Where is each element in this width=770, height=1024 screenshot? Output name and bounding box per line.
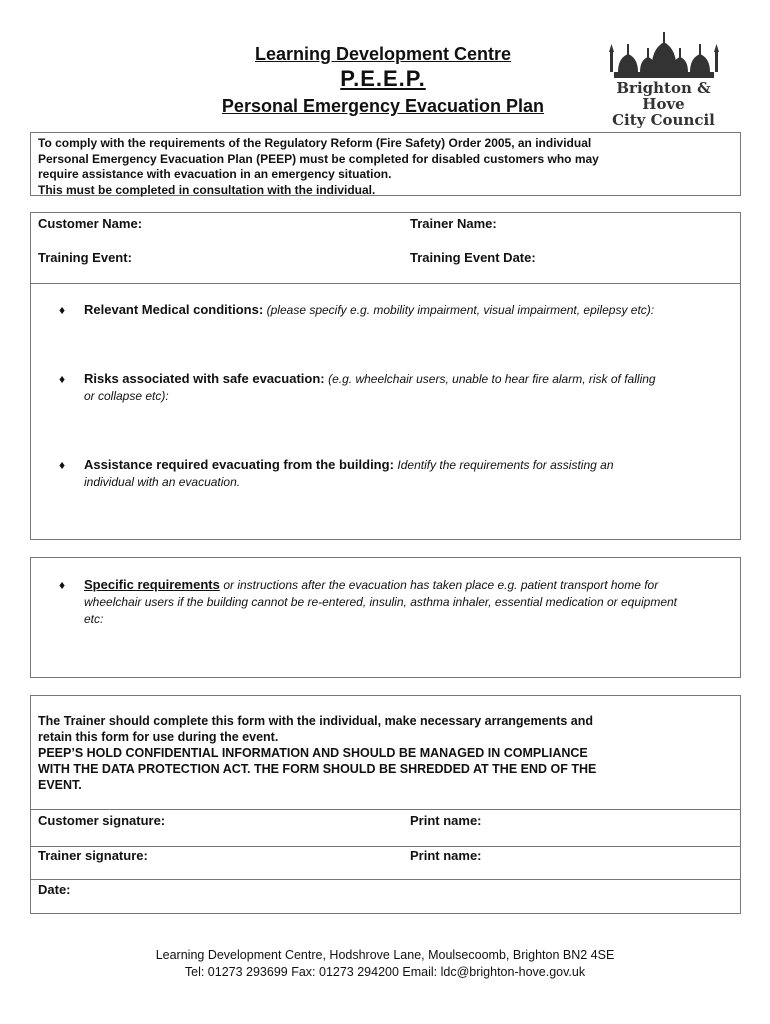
specific-hint-3: etc: — [84, 612, 104, 626]
bullet-icon: ♦ — [59, 372, 66, 386]
specific-requirements-item — [84, 576, 724, 628]
footer-address: Learning Development Centre, Hodshrove Lane, Moulsecoomb, Brighton BN2 4SE — [155, 948, 615, 962]
evacuation-risks-item — [84, 370, 724, 405]
centre-title: Learning Development Centre — [254, 44, 512, 64]
assistance-hint-1: Identify the requirements for assisting an — [397, 458, 614, 472]
customer-name-label: Customer Name: — [38, 216, 143, 231]
trainer-notice — [38, 713, 733, 793]
notice-line-4: WITH THE DATA PROTECTION ACT. THE FORM SHOULD BE SHREDDED AT THE END OF THE — [38, 762, 597, 776]
logo-line-1: Brighton & Hove — [616, 79, 711, 113]
notice-line-1: The Trainer should complete this form with the individual, make necessary arrangements and — [38, 714, 594, 728]
notice-line-5: EVENT. — [38, 778, 82, 792]
date-row — [31, 879, 740, 913]
trainer-name-label: Trainer Name: — [410, 216, 497, 231]
medical-hint: (please specify e.g. mobility impairment, visual impairment, epilepsy etc): — [266, 303, 655, 317]
customer-signature-row — [31, 809, 740, 847]
risks-hint-2: or collapse etc): — [84, 389, 169, 403]
form-subtitle: Personal Emergency Evacuation Plan — [221, 96, 545, 116]
details-header-rows — [31, 213, 740, 284]
customer-print-name-label: Print name: — [410, 813, 482, 828]
trainer-print-name-label: Print name: — [410, 848, 482, 863]
specific-hint-1: or instructions after the evacuation has taken place e.g. patient transport home for — [223, 578, 659, 592]
specific-requirements-box — [30, 557, 741, 678]
footer-contact: Tel: 01273 293699 Fax: 01273 294200 Email: ldc@brighton-hove.gov.uk — [184, 965, 586, 979]
risks-hint-1: (e.g. wheelchair users, unable to hear fire alarm, risk of falling — [328, 372, 656, 386]
pavilion-domes-icon — [604, 30, 724, 80]
medical-label: Relevant Medical conditions: — [84, 302, 264, 317]
medical-conditions-item — [84, 301, 724, 319]
bullet-icon: ♦ — [59, 303, 66, 317]
bullet-icon: ♦ — [59, 458, 66, 472]
notice-line-3: PEEP’S HOLD CONFIDENTIAL INFORMATION AND SHOULD BE MANAGED IN COMPLIANCE — [38, 746, 588, 760]
notice-line-2: retain this form for use during the event. — [38, 730, 279, 744]
intro-line-3: require assistance with evacuation in an emergency situation. — [38, 167, 392, 181]
assistance-label: Assistance required evacuating from the building: — [84, 457, 394, 472]
peep-acronym: P.E.E.P. — [340, 66, 426, 91]
date-label: Date: — [38, 882, 71, 897]
bullet-icon: ♦ — [59, 578, 66, 592]
intro-line-4: This must be completed in consultation with the individual. — [38, 182, 376, 197]
specific-hint-2: wheelchair users if the building cannot be re-entered, insulin, asthma inhaler, essential medication or equipment — [84, 595, 678, 609]
training-event-date-label: Training Event Date: — [410, 250, 536, 265]
assistance-hint-2: individual with an evacuation. — [84, 475, 241, 489]
training-event-label: Training Event: — [38, 250, 132, 265]
council-logo — [596, 30, 731, 128]
details-box — [30, 212, 741, 540]
logo-line-2: City Council — [612, 111, 715, 129]
trainer-signature-row — [31, 845, 740, 880]
customer-signature-label: Customer signature: — [38, 813, 166, 828]
intro-line-2: Personal Emergency Evacuation Plan (PEEP) must be completed for disabled customers who may — [38, 151, 599, 166]
risks-label: Risks associated with safe evacuation: — [84, 371, 325, 386]
assistance-required-item — [84, 456, 724, 491]
signature-box — [30, 695, 741, 914]
specific-label: Specific requirements — [84, 577, 220, 592]
trainer-signature-label: Trainer signature: — [38, 848, 148, 863]
intro-box — [30, 132, 741, 196]
intro-line-1: To comply with the requirements of the Regulatory Reform (Fire Safety) Order 2005, an individual — [38, 136, 592, 150]
